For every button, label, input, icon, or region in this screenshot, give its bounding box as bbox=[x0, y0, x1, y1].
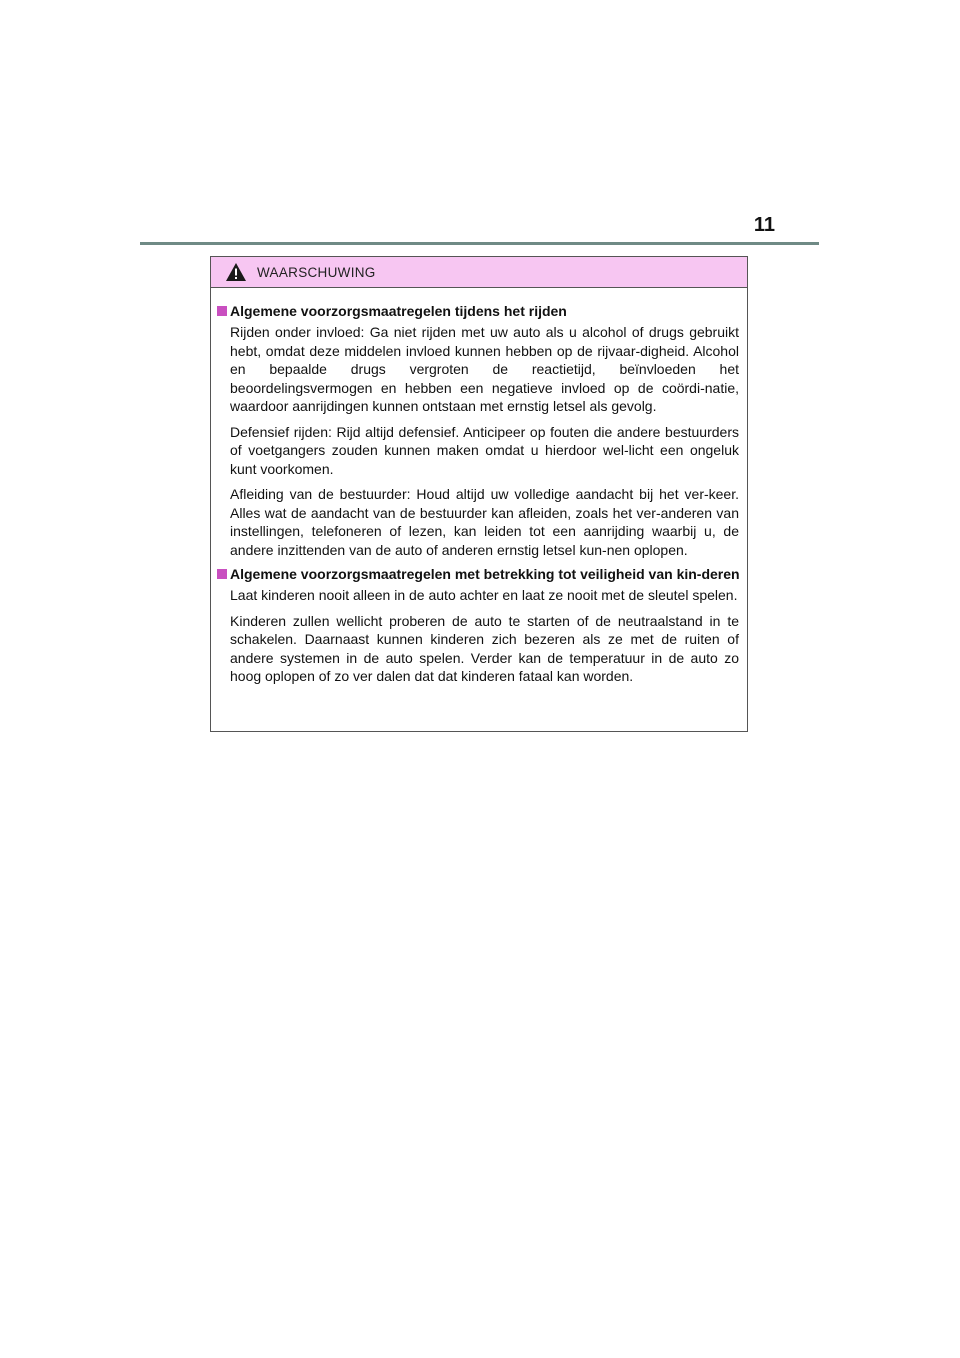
warning-header bbox=[211, 257, 747, 288]
paragraph-children-alone: Laat kinderen nooit alleen in de auto achter en laat ze nooit met de sleutel spelen. bbox=[230, 587, 738, 603]
page-number: 11 bbox=[753, 214, 775, 236]
header-rule bbox=[140, 242, 819, 245]
paragraph-driver-distraction: Afleiding van de bestuurder: Houd altijd uw volledige aandacht bij het ver-keer. Alles wat de aandacht van de bestuurder kan afleiden, zoals het ver-anderen van instellingen, telefoneren of lezen, kan leiden tot een aanrijding waarbij u, de andere inzittenden van de auto of anderen ernstig letsel kun-nen oplopen. bbox=[230, 486, 739, 558]
square-bullet-icon bbox=[217, 569, 227, 579]
paragraph-children-risks: Kinderen zullen wellicht proberen de auto te starten of de neutraalstand in te schakelen. Daarnaast kunnen kinderen zich bezeren als ze met de ruiten of andere systemen in de auto spelen. Verder kan de temperatuur in de auto zo hoog oplopen of zo ver dalen dat dat kinderen fataal kan worden. bbox=[230, 612, 739, 684]
warning-body bbox=[211, 288, 747, 686]
paragraph-driving-influence: Rijden onder invloed: Ga niet rijden met uw auto als u alcohol of drugs gebruikt hebt, omdat deze middelen invloed kunnen hebben op de rijvaar-digheid. Alcohol en bepaalde drugs vergroten de reactietijd, beïnvloeden het beoordelingsvermogen en hebben een negatieve invloed op de coördi-natie, waardoor aanrijdingen kunnen ontstaan met ernstig letsel als gevolg. bbox=[230, 324, 739, 414]
warning-triangle-icon bbox=[225, 262, 247, 282]
section-heading-driving bbox=[217, 302, 741, 320]
section-heading-text: Algemene voorzorgsmaatregelen met betrekking tot veiligheid van kin-deren bbox=[230, 566, 740, 582]
square-bullet-icon bbox=[217, 306, 227, 316]
section-heading-text: Algemene voorzorgsmaatregelen tijdens het rijden bbox=[230, 303, 567, 319]
warning-box bbox=[210, 256, 748, 732]
warning-title: WAARSCHUWING bbox=[257, 264, 376, 280]
section-heading-child-safety bbox=[217, 565, 741, 583]
paragraph-defensive-driving: Defensief rijden: Rijd altijd defensief. Anticipeer op fouten die andere bestuurders of voetgangers zouden kunnen maken omdat u hierdoor wel-licht een ongeluk kunt voorkomen. bbox=[230, 423, 739, 477]
